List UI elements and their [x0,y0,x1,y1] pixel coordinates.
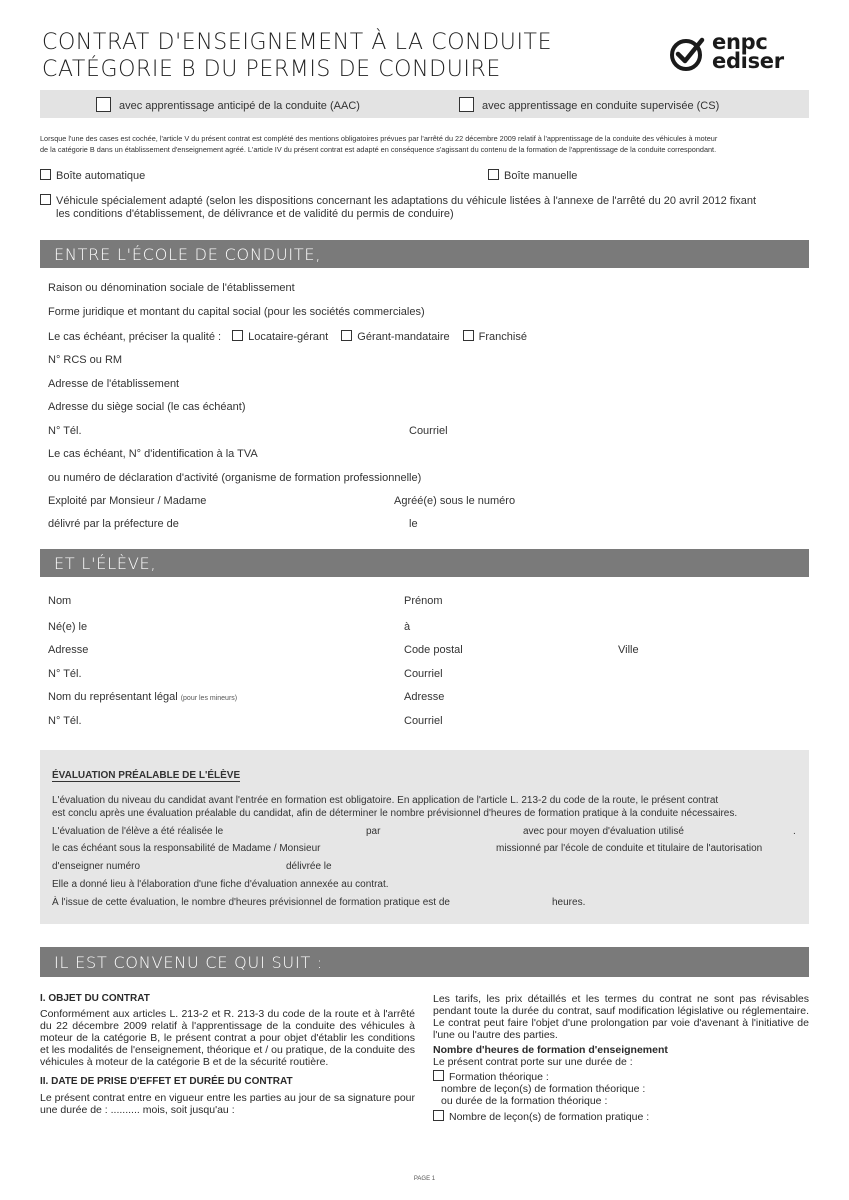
student-ne-label: Né(e) le [48,621,88,633]
s1-title: I. OBJET DU CONTRAT [40,993,150,1004]
vehicle-adapted-line1: Véhicule spécialement adapté (selon les dispositions concernant les adaptations du véhicule listées à l'annexe de l'arrêté du 20 avril 2012 fixant [56,195,757,207]
check-circle-icon [668,34,708,74]
evaluation-realisee: L'évaluation de l'élève a été réalisée le [52,826,224,837]
evaluation-missionne: missionné par l'école de conduite et titulaire de l'autorisation [496,843,763,854]
qualite-checkbox[interactable] [341,330,352,341]
agreement-right-column [433,993,809,1123]
duree-theo-label: ou durée de la formation théorique : [441,1095,608,1107]
cs-option[interactable] [459,97,719,112]
agreement-section-title: IL EST CONVENU CE QUI SUIT : [54,953,324,972]
school-le-label: le [409,518,418,530]
right-text: Les tarifs, les prix détaillés et les termes du contrat ne sont pas révisables pendant toute la durée du contrat, sauf modification législative ou réglementaire. Le contrat peut faire l'objet d'une prolongation par voie d'avenant à l'initiative de l'une ou l'autre des parties. [433,993,809,1041]
aac-option[interactable] [96,97,360,112]
school-qualite-label: Le cas échéant, préciser la qualité : [48,331,222,343]
theorique-label: Formation théorique : [449,1071,549,1083]
hours-intro: Le présent contrat porte sur une durée de : [433,1056,633,1068]
page-number: PAGE 1 [413,1176,436,1182]
student-courriel-label: Courriel [404,668,443,680]
gearbox-manual-option[interactable] [488,169,577,182]
qualite-checkbox[interactable] [232,330,243,341]
student-ville-label: Ville [618,644,639,656]
school-section-header [40,240,809,268]
aac-label: avec apprentissage anticipé de la conduite (AAC) [119,100,360,112]
student-section-header [40,549,809,577]
document-title-line1: CONTRAT D'ENSEIGNEMENT À LA CONDUITE [42,30,553,55]
evaluation-dot: . [793,826,796,837]
theorique-option[interactable] [433,1070,809,1083]
qualite-option-gerant[interactable] [341,331,449,343]
student-representant-note: (pour les mineurs) [180,695,238,702]
qualite-option-locataire[interactable] [232,331,328,343]
s2-text: Le présent contrat entre en vigueur entre les parties au jour de sa signature pour une durée de : .......... mois, soit jusqu'au : [40,1092,415,1116]
student-rep-adresse-label: Adresse [404,691,445,703]
qualite-option-label: Gérant-mandataire [357,331,450,343]
evaluation-line1: L'évaluation du niveau du candidat avant l'entrée en formation est obligatoire. En application de l'article L. 213-2 du code de la route, le présent contrat [52,795,719,806]
s2-title: II. DATE DE PRISE D'EFFET ET DURÉE DU CONTRAT [40,1076,293,1087]
gearbox-auto-checkbox[interactable] [40,169,51,180]
evaluation-delivree: délivrée le [286,861,332,872]
vehicle-adapted-line2: les conditions d'établissement, de délivrance et de validité du permis de conduire) [56,208,454,220]
evaluation-moyen: avec pour moyen d'évaluation utilisé [523,826,684,837]
evaluation-responsabilite: le cas échéant sous la responsabilité de Madame / Monsieur [52,843,321,854]
cs-label: avec apprentissage en conduite supervisée (CS) [482,100,720,112]
school-exploite-label: Exploité par Monsieur / Madame [48,495,207,507]
gearbox-manual-label: Boîte manuelle [504,170,578,182]
document-title-line2: CATÉGORIE B DU PERMIS DE CONDUIRE [42,57,501,82]
school-forme-label: Forme juridique et montant du capital social (pour les sociétés commerciales) [48,306,425,318]
school-rcs-label: N° RCS ou RM [48,354,123,366]
qualite-checkbox[interactable] [463,330,474,341]
evaluation-issue: À l'issue de cette évaluation, le nombre d'heures prévisionnel de formation pratique est de [52,897,450,908]
student-tel2-label: N° Tél. [48,715,82,727]
lecons-theo-label: nombre de leçon(s) de formation théorique : [441,1083,646,1095]
student-tel-label: N° Tél. [48,668,82,680]
school-tel-label: N° Tél. [48,425,82,437]
school-agree-label: Agréé(e) sous le numéro [394,495,516,507]
student-code-postal-label: Code postal [404,644,463,656]
qualite-option-label: Locataire-gérant [248,331,329,343]
aac-checkbox[interactable] [96,97,111,112]
evaluation-par: par [366,826,381,837]
student-prenom-label: Prénom [404,595,443,607]
cs-checkbox[interactable] [459,97,474,112]
school-declaration-label: ou numéro de déclaration d'activité (organisme de formation professionnelle) [48,472,422,484]
student-a-label: à [404,621,411,633]
s1-text: Conformément aux articles L. 213-2 et R. 213-3 du code de la route et à l'arrêté du 22 décembre 2009 relatif à l'apprentissage de la conduite des véhicules à moteur de la catégorie B, le présent contrat a pour objet d'établir les conditions et les modalités de l'enseignement, théorique et / ou pratique, de la conduite des véhicules à moteur de la catégorie B et de la sécurité routière. [40,1008,415,1068]
theorique-checkbox[interactable] [433,1070,444,1081]
school-delivre-label: délivré par la préfecture de [48,518,179,530]
hours-title: Nombre d'heures de formation d'enseignement [433,1044,668,1056]
school-qualite-row [48,330,527,343]
school-adresse-label: Adresse de l'établissement [48,378,180,390]
school-section-title: ENTRE L'ÉCOLE DE CONDUITE, [54,245,322,264]
student-representant-label: Nom du représentant légal [48,691,178,703]
school-tva-label: Le cas échéant, N° d'identification à la TVA [48,448,258,460]
school-siege-label: Adresse du siège social (le cas échéant) [48,401,246,413]
gearbox-manual-checkbox[interactable] [488,169,499,180]
evaluation-title: ÉVALUATION PRÉALABLE DE L'ÉLÈVE [52,770,241,781]
evaluation-line2: est conclu après une évaluation préalable du candidat, afin de déterminer le nombre prévisionnel d'heures de formation pratique à la conduite nécessaires. [52,808,738,819]
student-section-title: ET L'ÉLÈVE, [54,554,157,573]
agreement-left-column [40,993,415,1116]
school-courriel-label: Courriel [409,425,448,437]
logo-text-line2: ediser [712,49,784,73]
vehicle-adapted-checkbox[interactable] [40,194,51,205]
student-representant-row [48,691,237,703]
student-courriel2-label: Courriel [404,715,443,727]
evaluation-fiche: Elle a donné lieu à l'élaboration d'une fiche d'évaluation annexée au contrat. [52,879,389,890]
lecons-prat-label: Nombre de leçon(s) de formation pratique : [449,1111,650,1123]
gearbox-auto-option[interactable] [40,169,145,182]
lecons-prat-checkbox[interactable] [433,1110,444,1121]
student-nom-label: Nom [48,595,72,607]
evaluation-heures: heures. [552,897,586,908]
vehicle-adapted-option[interactable] [40,194,810,207]
agreement-section-header [40,947,809,977]
brand-logo [668,32,818,76]
logo-text-line1: enpc [712,30,768,54]
student-adresse-label: Adresse [48,644,89,656]
evaluation-enseigner: d'enseigner numéro [52,861,141,872]
notice-line1: Lorsque l'une des cases est cochée, l'article V du présent contrat est complété des mentions obligatoires prévues par l'arrêté du 22 décembre 2009 relatif à l'apprentissage de la conduite des véhicules à moteur [40,134,718,143]
notice-line2: de la catégorie B dans un établissement d'enseignement agréé. L'article IV du présent contrat est adapté en conséquence s'agissant du contenu de la formation de l'apprentissage de la conduite correspondant. [40,145,717,154]
gearbox-auto-label: Boîte automatique [56,170,146,182]
school-raison-label: Raison ou dénomination sociale de l'établissement [48,282,295,294]
learning-options-bar [40,90,809,118]
qualite-option-label: Franchisé [478,331,527,343]
lecons-prat-option[interactable] [433,1110,809,1123]
qualite-option-franchise[interactable] [463,331,527,343]
